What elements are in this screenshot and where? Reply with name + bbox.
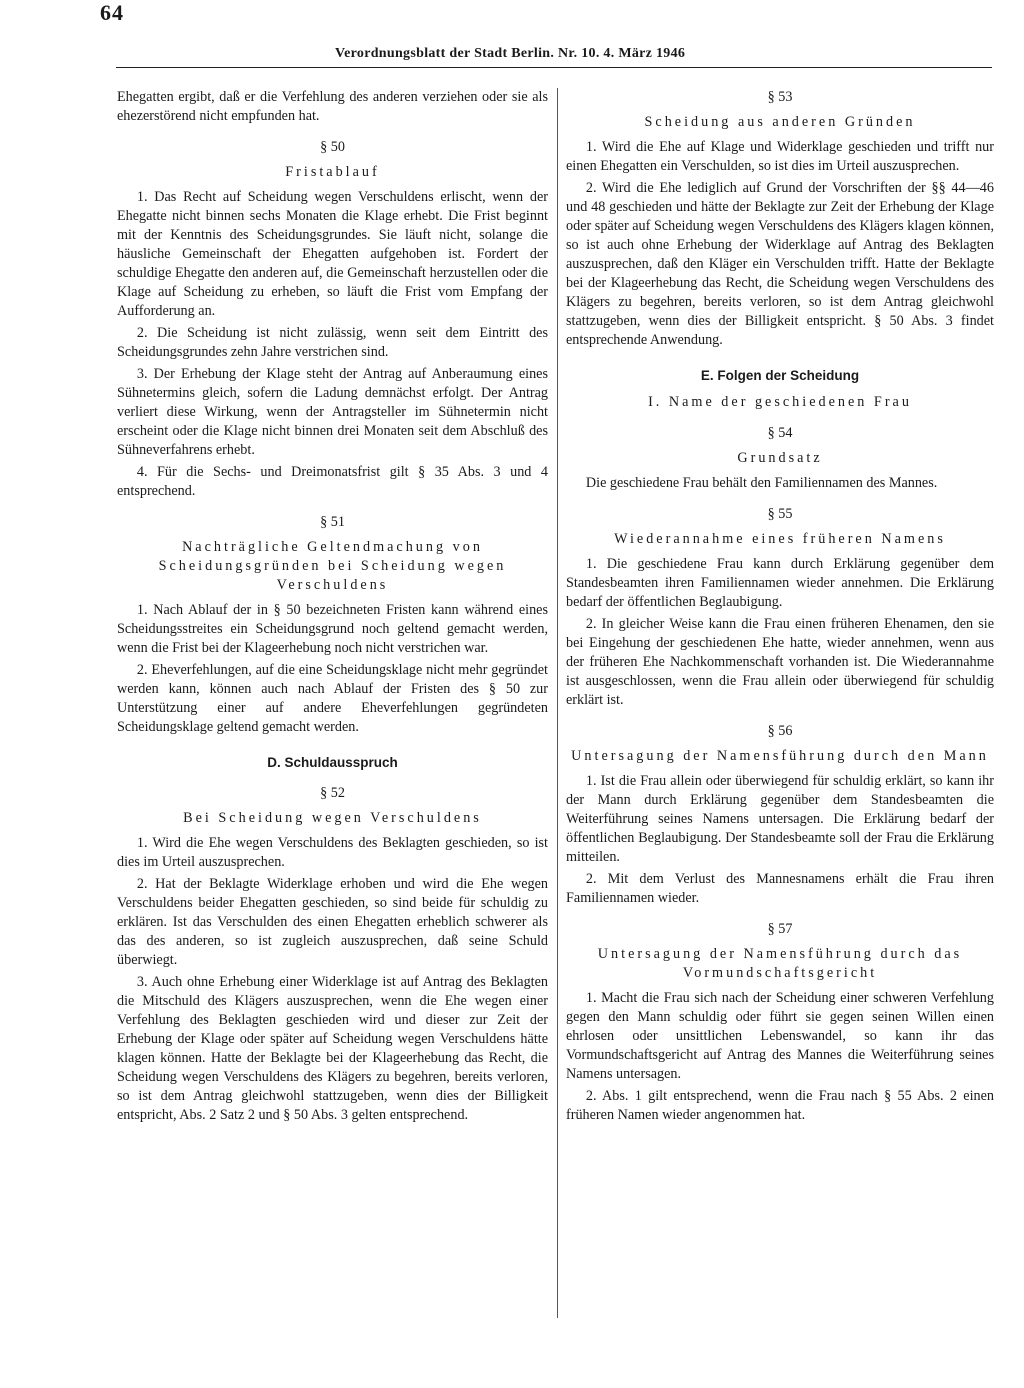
paragraph: 2. Abs. 1 gilt entsprechend, wenn die Frau nach § 55 Abs. 2 einen früheren Namen wieder angenommen hat. bbox=[566, 1088, 994, 1123]
paragraph: 2. Wird die Ehe lediglich auf Grund der Vorschriften der §§ 44—46 und 48 geschieden und hätte der Beklagte zur Zeit der Erhebung der Klage oder später auf Scheidung wegen Verschuldens des Klägers klagen können, so ist auch ohne Erhebung der Widerklage auf Antrag des Beklagten auszusprechen, daß den Kläger ein Verschulden trifft. Hatte der Beklagte bei der Klageerhebung das Recht, die Scheidung wegen Verschuldens des Klägers zu begehren, bereits verloren, so ist dem Antrag gleichwohl stattzugeben, wenn dies der Billigkeit entspricht. § 50 Abs. 3 findet entsprechende Anwendung. bbox=[566, 180, 994, 348]
section-number: § 53 bbox=[767, 89, 793, 105]
section-number: § 57 bbox=[767, 921, 793, 937]
paragraph: 1. Nach Ablauf der in § 50 bezeichneten Fristen kann während eines Scheidungsstreites ein Scheidungsgrund noch geltend gemacht werden, wenn die Frist bei der Klageerhebung noch nicht verstrichen war. bbox=[117, 602, 548, 656]
header-rule bbox=[116, 67, 992, 68]
section-number: § 56 bbox=[767, 723, 793, 739]
paragraph: 2. Die Scheidung ist nicht zulässig, wenn seit dem Eintritt des Scheidungsgrundes zehn Jahre verstrichen sind. bbox=[117, 325, 548, 360]
paragraph: 3. Der Erhebung der Klage steht der Antrag auf Anberaumung eines Sühnetermins gleich, sofern die Ladung demnächst erfolgt. Der Antrag verliert diese Wirkung, wenn der Antragsteller im Sühnetermin nicht erscheint oder die Klage nicht binnen drei Monaten seit dem Abschluß des Sühneverfahrens erhebt. bbox=[117, 366, 548, 458]
intro-paragraph: Ehegatten ergibt, daß er die Verfehlung des anderen verziehen oder sie als ehezerstörend nicht empfunden hat. bbox=[117, 89, 548, 124]
section-number: § 55 bbox=[767, 506, 793, 522]
page-number: 64 bbox=[100, 0, 124, 25]
section-title: Nachträgliche Geltendmachung von Scheidungsgründen bei Scheidung wegen Verschuldens bbox=[158, 539, 507, 593]
section-title: Fristablauf bbox=[285, 164, 380, 180]
paragraph: 4. Für die Sechs- und Dreimonatsfrist gilt § 35 Abs. 3 und 4 entsprechend. bbox=[117, 464, 548, 499]
paragraph: Die geschiedene Frau behält den Familiennamen des Mannes. bbox=[585, 475, 938, 491]
section-title: Bei Scheidung wegen Verschuldens bbox=[183, 810, 482, 826]
part-heading: D. Schuldausspruch bbox=[267, 755, 398, 770]
paragraph: 1. Das Recht auf Scheidung wegen Verschuldens erlischt, wenn der Ehegatte nicht binnen sechs Monaten die Klage erhebt. Die Frist beginnt mit der Kenntnis des Scheidungsgrundes. Sie läuft nicht, solange die häusliche Gemeinschaft der Ehegatten aufgehoben ist. Fordert der schuldige Ehegatte den anderen auf, die Gemeinschaft herzustellen oder die Klage auf Scheidung zu erheben, so läuft die Frist vom Empfang der Aufforderung an. bbox=[117, 189, 548, 319]
section-title: Grundsatz bbox=[737, 450, 823, 466]
section-title: Scheidung aus anderen Gründen bbox=[644, 114, 916, 130]
column-divider bbox=[557, 88, 558, 1318]
paragraph: 1. Macht die Frau sich nach der Scheidung einer schweren Verfehlung gegen den Mann schuldig oder führt sie gegen seinen Willen einen ehrlosen oder unsittlichen Lebenswandel, so kann ihr das Vormundschaftsgericht auf Antrag des Mannes die Weiterführung seines Namens untersagen. bbox=[566, 990, 994, 1082]
paragraph: 3. Auch ohne Erhebung einer Widerklage ist auf Antrag des Beklagten die Mitschuld des Klägers auszusprechen, wenn die Ehe wegen einer Verfehlung des Beklagten geschieden wird und dieser zur Zeit der Erhebung der Klage oder später auf Scheidung wegen Verschuldens hätte klagen können. Hatte der Beklagte bei der Klageerhebung das Recht, die Scheidung wegen Verschuldens des Klägers zu begehren, bereits verloren, so ist dem Antrag gleichwohl stattzugeben, wenn dies der Billigkeit entspricht, Abs. 2 Satz 2 und § 50 Abs. 3 gelten entsprechend. bbox=[117, 974, 548, 1123]
paragraph: 1. Wird die Ehe auf Klage und Widerklage geschieden und trifft nur einen Ehegatten ein Verschulden, so ist dies im Urteil auszusprechen. bbox=[566, 139, 994, 174]
section-title: Untersagung der Namensführung durch den Mann bbox=[571, 748, 989, 764]
section-number: § 50 bbox=[320, 139, 345, 155]
section-number: § 51 bbox=[320, 514, 345, 530]
paragraph: 1. Die geschiedene Frau kann durch Erklärung gegenüber dem Standesbeamten ihren Familiennamen wieder annehmen. Die Erklärung bedarf der öffentlichen Beglaubigung. bbox=[566, 556, 994, 610]
paragraph: 2. Eheverfehlungen, auf die eine Scheidungsklage nicht mehr gegründet werden kann, können auch nach Ablauf der Fristen des § 50 zur Unterstützung einer auf andere Eheverfehlungen gegründeten Scheidungsklage geltend gemacht werden. bbox=[117, 662, 548, 735]
left-column bbox=[117, 88, 548, 1125]
paragraph: 1. Ist die Frau allein oder überwiegend für schuldig erklärt, so kann ihr der Mann durch Erklärung gegenüber dem Standesbeamten die Weiterführung seines Namens untersagen. Die Erklärung bedarf der öffentlichen Beglaubigung. Der Standesbeamte soll der Frau die Erklärung mitteilen. bbox=[566, 773, 994, 865]
part-heading: E. Folgen der Scheidung bbox=[700, 368, 860, 383]
paragraph: 2. Hat der Beklagte Widerklage erhoben und wird die Ehe wegen Verschuldens beider Ehegatten geschieden, so sind beide für schuldig zu erklären. Ist das Verschulden des einen Ehegatten erheblich schwerer als das des anderen, so ist zugleich auszusprechen, daß seine Schuld überwiegt. bbox=[117, 876, 548, 968]
right-column bbox=[566, 88, 994, 1125]
paragraph: 2. In gleicher Weise kann die Frau einen früheren Ehenamen, den sie bei Eingehung der geschiedenen Ehe hatte, wieder annehmen, wenn aus der früheren Ehe Nachkommenschaft vorhanden ist. Die Wiederannahme ist ausgeschlossen, wenn die Frau allein oder überwiegend für schuldig erklärt ist. bbox=[566, 616, 994, 708]
paragraph: 2. Mit dem Verlust des Mannesnamens erhält die Frau ihren Familiennamen wieder. bbox=[566, 871, 994, 906]
section-title: Untersagung der Namensführung durch das Vormundschaftsgericht bbox=[597, 946, 963, 981]
section-title: Wiederannahme eines früheren Namens bbox=[614, 531, 946, 547]
paragraph: 1. Wird die Ehe wegen Verschuldens des Beklagten geschieden, so ist dies im Urteil auszusprechen. bbox=[117, 835, 548, 870]
subpart-heading: I. Name der geschiedenen Frau bbox=[648, 394, 912, 410]
running-head: Verordnungsblatt der Stadt Berlin. Nr. 10. 4. März 1946 bbox=[335, 46, 686, 61]
section-number: § 54 bbox=[767, 425, 793, 441]
section-number: § 52 bbox=[320, 785, 345, 801]
